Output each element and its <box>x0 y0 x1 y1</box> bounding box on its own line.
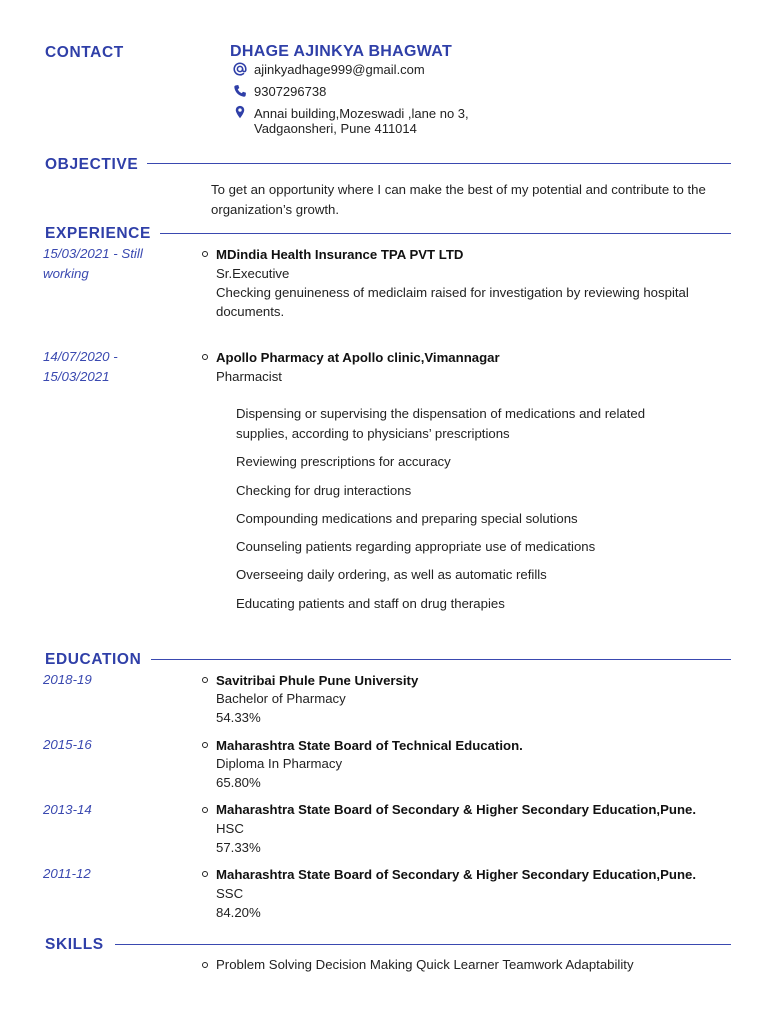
at-icon <box>233 62 247 76</box>
job-2-company: Apollo Pharmacy at Apollo clinic,Vimannagar <box>216 350 500 365</box>
skills-list: Problem Solving Decision Making Quick Learner Teamwork Adaptability <box>216 957 634 972</box>
contact-heading: CONTACT <box>45 44 124 61</box>
job-1-desc-line-1: Checking genuineness of mediclaim raised for investigation by reviewing hospital <box>216 285 689 300</box>
experience-heading: EXPERIENCE <box>45 225 151 242</box>
experience-divider <box>160 233 731 234</box>
job-2-duty-6: Overseeing daily ordering, as well as automatic refills <box>236 567 547 582</box>
job-1-date-line-2: working <box>43 266 89 281</box>
education-divider <box>151 659 731 660</box>
job-2-duty-1a: Dispensing or supervising the dispensation of medications and related <box>236 406 646 421</box>
job-2-duty-3: Checking for drug interactions <box>236 483 412 498</box>
education-1-year: 2018-19 <box>43 672 92 687</box>
job-2-duty-2: Reviewing prescriptions for accuracy <box>236 454 451 469</box>
email-text: ajinkyadhage999@gmail.com <box>254 62 425 77</box>
bullet-icon <box>202 677 208 683</box>
education-4-school: Maharashtra State Board of Secondary & Higher Secondary Education,Pune. <box>216 867 696 882</box>
bullet-icon <box>202 962 208 968</box>
education-4-year: 2011-12 <box>43 866 91 881</box>
job-1-desc-line-2: documents. <box>216 304 285 319</box>
education-heading: EDUCATION <box>45 651 142 668</box>
education-1-school: Savitribai Phule Pune University <box>216 673 419 688</box>
address-line-2: Vadgaonsheri, Pune 411014 <box>254 121 417 136</box>
job-2-date-line-2: 15/03/2021 <box>43 369 110 384</box>
objective-line-1: To get an opportunity where I can make the best of my potential and contribute to the <box>211 182 706 197</box>
bullet-icon <box>202 807 208 813</box>
education-3-year: 2013-14 <box>43 802 92 817</box>
bullet-icon <box>202 871 208 877</box>
bullet-icon <box>202 251 208 257</box>
phone-text: 9307296738 <box>254 84 327 99</box>
objective-line-2: organization’s growth. <box>211 202 340 217</box>
job-1-date-line-1: 15/03/2021 - Still <box>43 246 143 261</box>
candidate-name: DHAGE AJINKYA BHAGWAT <box>230 43 453 60</box>
education-2-year: 2015-16 <box>43 737 92 752</box>
education-3-score: 57.33% <box>216 840 261 855</box>
education-2-degree: Diploma In Pharmacy <box>216 756 343 771</box>
job-1-company: MDindia Health Insurance TPA PVT LTD <box>216 247 464 262</box>
education-2-score: 65.80% <box>216 775 261 790</box>
map-pin-icon <box>233 105 247 119</box>
phone-icon <box>233 84 247 98</box>
education-3-school: Maharashtra State Board of Secondary & Higher Secondary Education,Pune. <box>216 802 696 817</box>
objective-divider <box>147 163 731 164</box>
education-1-score: 54.33% <box>216 710 261 725</box>
education-2-school: Maharashtra State Board of Technical Education. <box>216 738 523 753</box>
bullet-icon <box>202 354 208 360</box>
address-line-1: Annai building,Mozeswadi ,lane no 3, <box>254 106 469 121</box>
objective-heading: OBJECTIVE <box>45 156 139 173</box>
job-2-duty-7: Educating patients and staff on drug therapies <box>236 596 505 611</box>
job-2-role: Pharmacist <box>216 369 282 384</box>
education-3-degree: HSC <box>216 821 244 836</box>
education-4-degree: SSC <box>216 886 244 901</box>
job-2-duty-4: Compounding medications and preparing special solutions <box>236 511 578 526</box>
skills-divider <box>115 944 731 945</box>
job-2-duty-5: Counseling patients regarding appropriate use of medications <box>236 539 596 554</box>
bullet-icon <box>202 742 208 748</box>
education-4-score: 84.20% <box>216 905 261 920</box>
job-1-role: Sr.Executive <box>216 266 290 281</box>
job-2-date-line-1: 14/07/2020 - <box>43 349 118 364</box>
job-2-duty-1b: supplies, according to physicians’ prescriptions <box>236 426 510 441</box>
skills-heading: SKILLS <box>45 936 104 953</box>
education-1-degree: Bachelor of Pharmacy <box>216 691 346 706</box>
